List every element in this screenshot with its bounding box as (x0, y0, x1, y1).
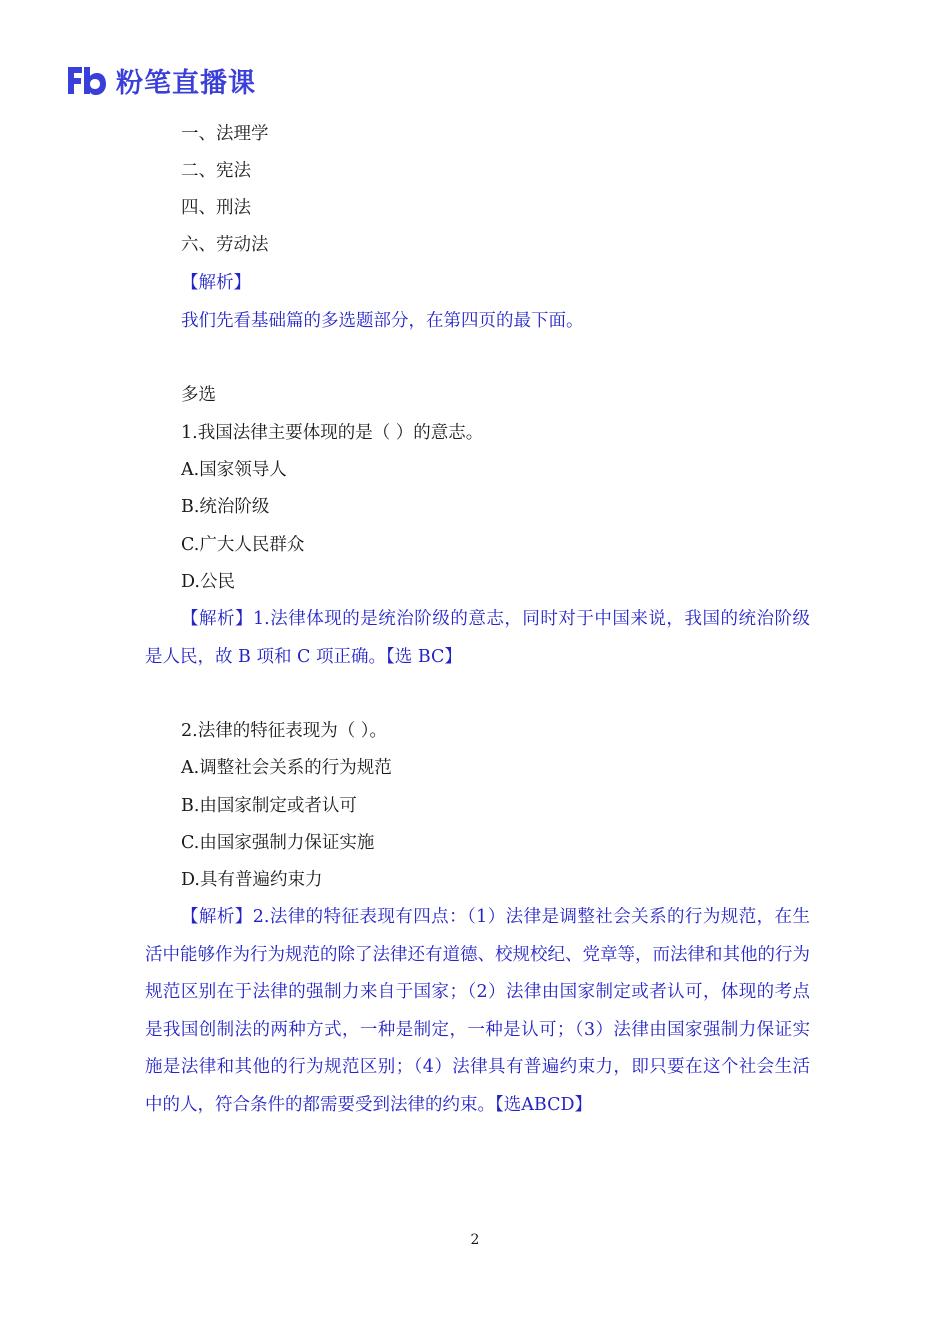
outline-item: 二、宪法 (181, 161, 251, 181)
question-option: D.公民 (181, 572, 235, 592)
outline-item: 一、法理学 (181, 124, 269, 144)
question-analysis: 【解析】1.法律体现的是统治阶级的意志，同时对于中国来说，我国的统治阶级是人民，故 B 项和 C 项正确。【选 BC】 (145, 609, 810, 667)
intro-text: 我们先看基础篇的多选题部分，在第四页的最下面。 (181, 311, 584, 331)
question-option: B.由国家制定或者认可 (181, 796, 357, 816)
question-analysis: 【解析】2.法律的特征表现有四点：（1）法律是调整社会关系的行为规范，在生活中能够作为行为规范的除了法律还有道德、校规校纪、党章等，而法律和其他的行为规范区别在于法律的强制力来自于国家；（2）法律由国家制定或者认可，体现的考点是我国创制法的两种方式，一种是制定，一种是认可；（3）法律由国家强制力保证实施是法律和其他的行为规范区别；（4）法律具有普遍约束力，即只要在这个社会生活中的人，符合条件的都需要受到法律的约束。【选ABCD】 (145, 907, 810, 1115)
question-option: C.广大人民群众 (181, 535, 305, 555)
question-option: A.国家领导人 (181, 460, 287, 480)
question-option: A.调整社会关系的行为规范 (181, 758, 392, 778)
page-number: 2 (470, 1232, 480, 1248)
question-option: D.具有普遍约束力 (181, 870, 323, 890)
question-option: B.统治阶级 (181, 497, 270, 517)
analysis-tag: 【解析】 (181, 273, 251, 293)
logo-text: 粉笔直播课 (116, 67, 256, 99)
section-title: 多选 (181, 385, 216, 405)
fb-logo-icon (66, 63, 108, 97)
brand-logo (66, 60, 256, 100)
question-stem: 2.法律的特征表现为（ ）。 (181, 721, 388, 741)
outline-item: 六、劳动法 (181, 235, 269, 255)
question-option: C.由国家强制力保证实施 (181, 833, 375, 853)
outline-item: 四、刑法 (181, 198, 251, 218)
question-stem: 1.我国法律主要体现的是（ ）的意志。 (181, 423, 484, 443)
